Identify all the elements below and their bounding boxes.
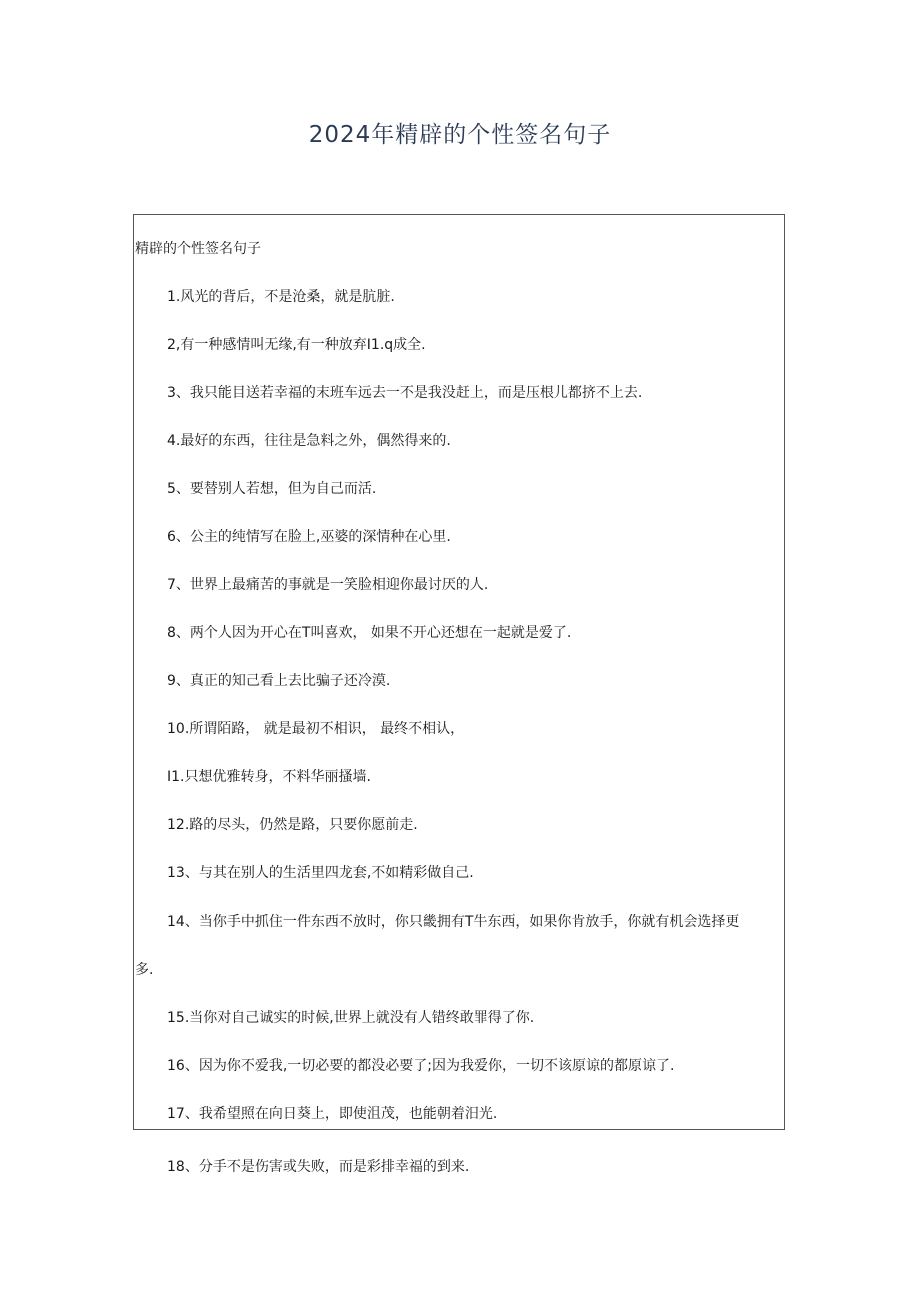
list-item: 3、我只能目送若幸福的末班车远去一不是我没赶上，而是压根儿都挤不上去. [167, 385, 643, 401]
list-item: 17、我希望照在向日葵上，即使沮茂，也能朝着汨光. [167, 1106, 498, 1122]
page-title: 2024年精辟的个性签名句子 [308, 122, 612, 148]
list-item: 4.最好的东西，往往是急料之外，偶然得来的. [167, 433, 451, 449]
list-item: 1.风光的背后，不是沧桑，就是肮脏. [167, 289, 395, 305]
list-item: 8、两个人因为开心在T叫喜欢， 如果不开心还想在一起就是爱了. [167, 625, 572, 641]
list-item: 6、公主的纯情写在脸上,巫婆的深情种在心里. [167, 529, 451, 545]
list-item: I1.只想优雅转身，不料华丽搔墙. [167, 769, 371, 785]
list-item: 7、世界上最痛苦的事就是一笑脸相迎你最讨厌的人. [167, 577, 489, 593]
list-item: 13、与其在别人的生活里四龙套,不如精彩做自己. [167, 865, 474, 881]
list-item: 10.所谓陌路， 就是最初不相识， 最终不相认， [167, 721, 465, 737]
list-item: 15.当你对自己诚实的时候,世界上就没有人错终敢罪得了你. [167, 1010, 535, 1026]
list-item-continuation: 多. [135, 962, 154, 978]
list-item: 9、真正的知己看上去比骗子还冷漠. [167, 673, 391, 689]
list-item: 16、因为你不爱我,一切必要的都没必要了;因为我爱你，一切不该原谅的都原谅了. [167, 1058, 675, 1074]
list-item: 5、要替别人若想，但为自己而活. [167, 481, 377, 497]
list-item: 14、当你手中抓住一件东西不放时，你只畿拥有T牛东西，如果你肯放手，你就有机会选择更 [167, 914, 740, 930]
box-heading: 精辟的个性签名句子 [135, 241, 261, 257]
list-item: 12.路的尽头，仍然是路，只要你愿前走. [167, 817, 418, 833]
list-item: 2,有一种感情叫无缘,有一种放弃I1.q成全. [167, 337, 426, 353]
list-item: 18、分手不是伤害或失败，而是彩排幸福的到来. [167, 1159, 470, 1175]
